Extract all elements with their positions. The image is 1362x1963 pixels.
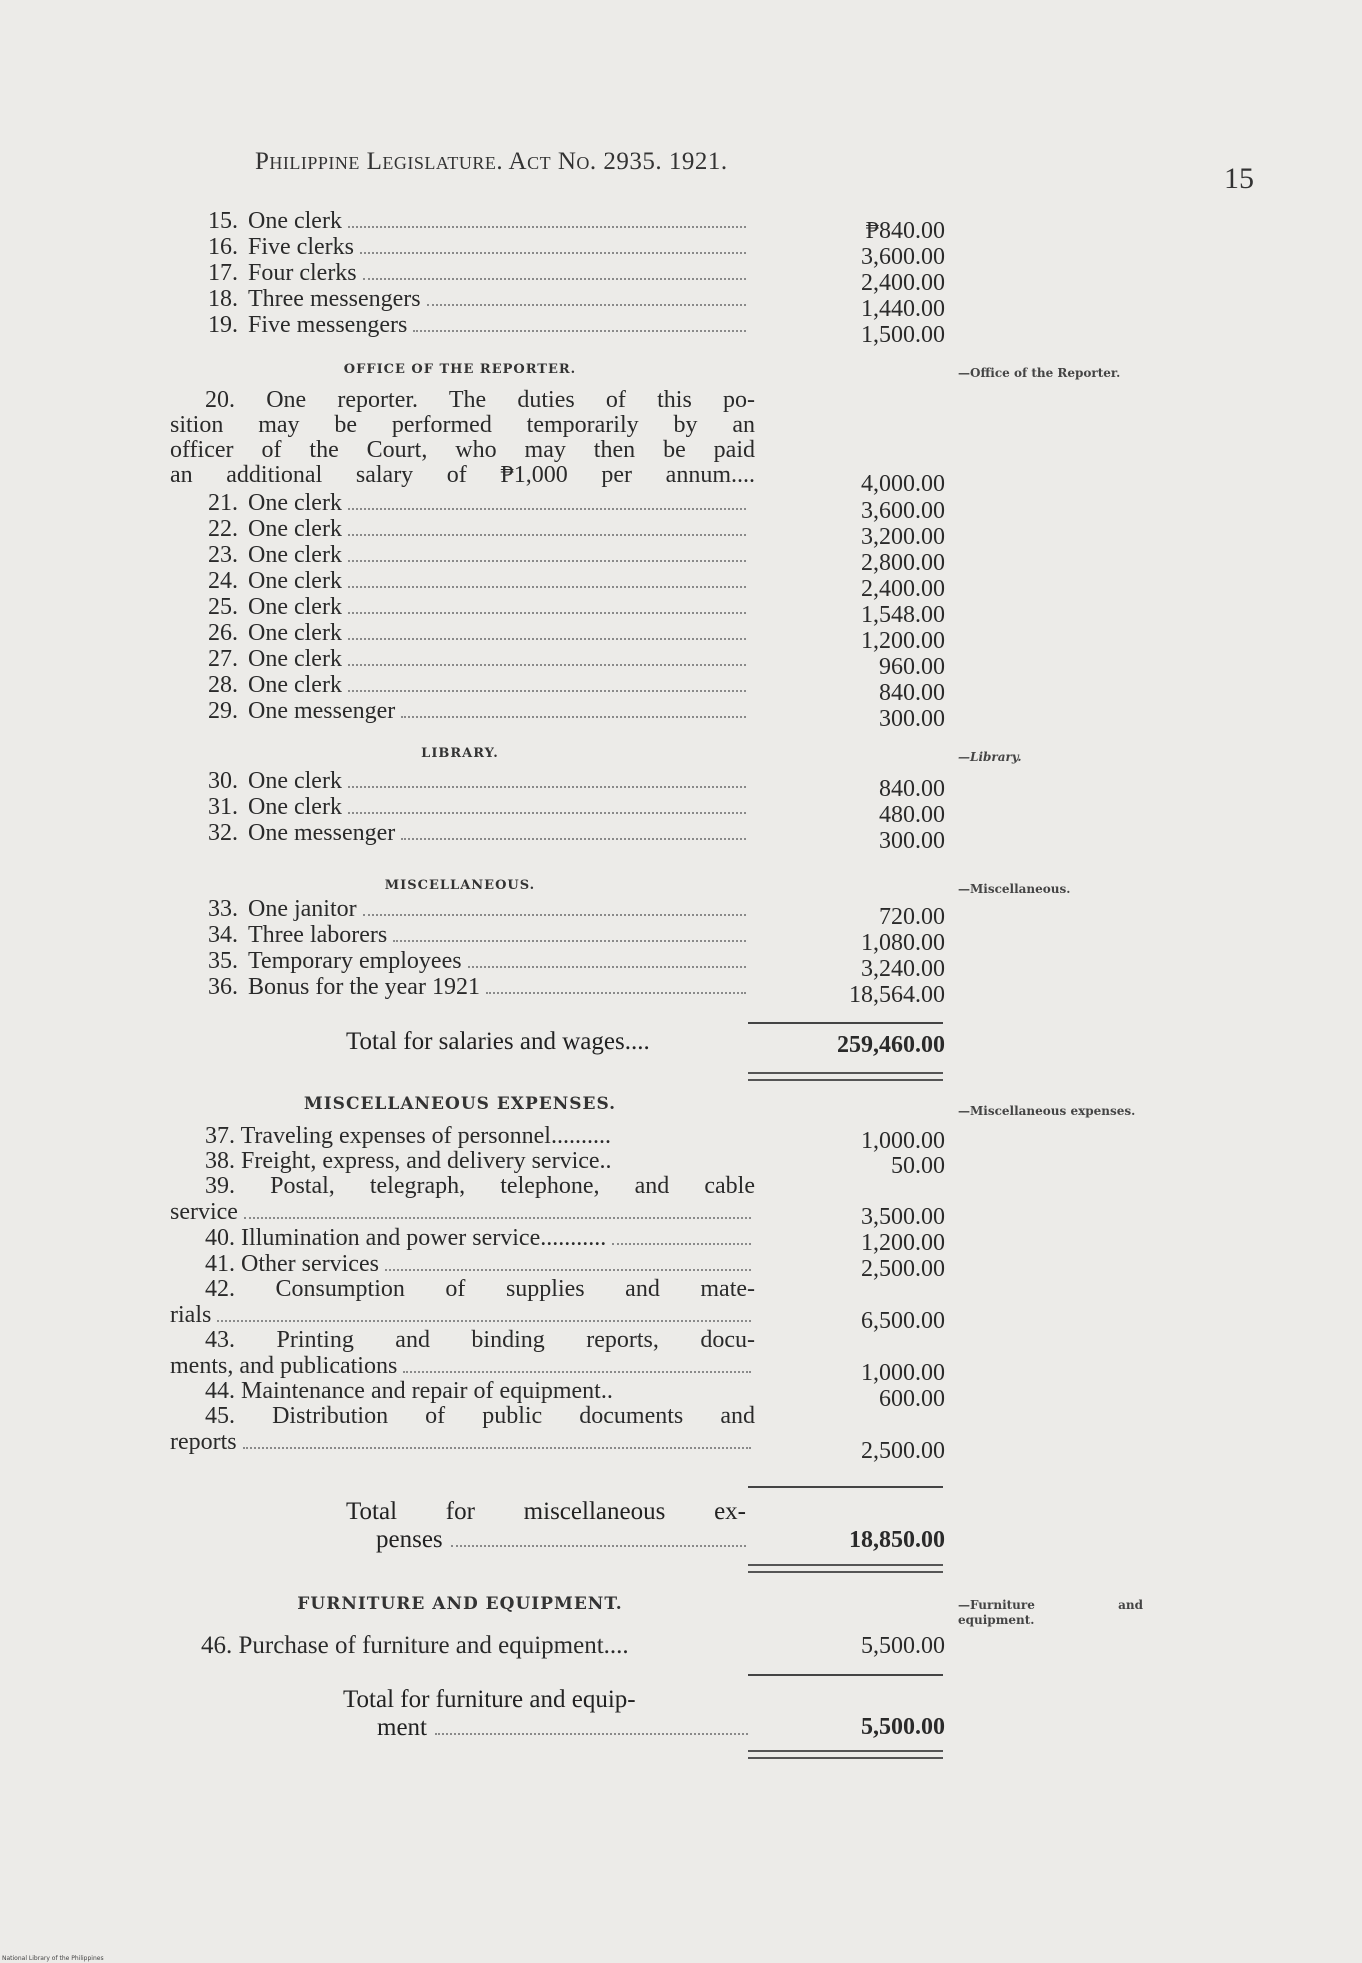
line-item-41: 41. Other services: [170, 1251, 755, 1277]
line-item-34: 34. Three laborers: [170, 922, 750, 948]
line-item-26: 26. One clerk: [170, 620, 750, 646]
amount-22: 3,200.00: [861, 524, 945, 550]
section-heading-library: LIBRARY.: [421, 746, 499, 761]
reporter-items: [170, 490, 750, 724]
amount-30: 840.00: [879, 776, 945, 802]
amount-42: 6,500.00: [861, 1308, 945, 1334]
amount-34: 1,080.00: [861, 930, 945, 956]
line-item-45: 45. Distribution of public documents and: [205, 1403, 755, 1429]
amount-41: 2,500.00: [861, 1256, 945, 1282]
margin-note-reporter: —Office of the Reporter.: [958, 366, 1121, 380]
total-double-rule-misc-expenses: [748, 1564, 943, 1573]
line-item-23: 23. One clerk: [170, 542, 750, 568]
line-item-39: 39. Postal, telegraph, telephone, and cable: [205, 1173, 755, 1199]
amount-19: 1,500.00: [861, 322, 945, 348]
subtotal-rule-furniture: [748, 1674, 943, 1676]
total-furniture-label: Total for furniture and equip- ment: [343, 1686, 748, 1742]
amount-28: 840.00: [879, 680, 945, 706]
line-item-16: 16. Five clerks: [170, 234, 750, 260]
library-items: [170, 768, 750, 846]
amount-36: 18,564.00: [849, 982, 945, 1008]
amount-43: 1,000.00: [861, 1360, 945, 1386]
amount-40: 1,200.00: [861, 1230, 945, 1256]
amount-16: 3,600.00: [861, 244, 945, 270]
total-double-rule-furniture: [748, 1750, 943, 1759]
line-item-46: 46. Purchase of furniture and equipment....: [201, 1632, 629, 1659]
amount-20: 4,000.00: [861, 471, 945, 497]
margin-note-library: —Library.: [958, 750, 1022, 764]
subtotal-rule-misc-expenses: [748, 1486, 943, 1488]
line-item-36: 36. Bonus for the year 1921: [170, 974, 750, 1000]
line-item-42: 42. Consumption of supplies and mate-: [205, 1276, 755, 1302]
amount-39: 3,500.00: [861, 1204, 945, 1230]
section-heading-reporter: OFFICE OF THE REPORTER.: [343, 362, 577, 377]
total-furniture-amount: 5,500.00: [861, 1714, 945, 1740]
running-header: Philippine Legislature. Act No. 2935. 1921.: [255, 148, 728, 175]
margin-note-miscellaneous: —Miscellaneous.: [958, 882, 1071, 896]
amount-27: 960.00: [879, 654, 945, 680]
line-item-28: 28. One clerk: [170, 672, 750, 698]
misc-items: [170, 896, 750, 1000]
line-item-15: 15. One clerk: [170, 208, 750, 234]
item-20-paragraph: 20. One reporter. The duties of this po- sition may be performed temporarily by an officer of the Court, who may then be paid an additional salary of ₱1,000 per annum....: [170, 387, 755, 488]
line-item-19: 19. Five messengers: [170, 312, 750, 338]
amount-26: 1,200.00: [861, 628, 945, 654]
amount-38: 50.00: [891, 1153, 945, 1179]
amount-29: 300.00: [879, 706, 945, 732]
amount-33: 720.00: [879, 904, 945, 930]
section-heading-furniture: FURNITURE AND EQUIPMENT.: [297, 1594, 623, 1614]
amount-23: 2,800.00: [861, 550, 945, 576]
subtotal-rule: [748, 1022, 943, 1024]
section-heading-miscellaneous: MISCELLANEOUS.: [384, 878, 536, 893]
line-item-17: 17. Four clerks: [170, 260, 750, 286]
furniture-items: [170, 1633, 750, 1659]
misc-expenses-items: [170, 1124, 755, 1455]
amount-37: 1,000.00: [861, 1128, 945, 1154]
line-item-24: 24. One clerk: [170, 568, 750, 594]
line-item-44: 44. Maintenance and repair of equipment..: [205, 1378, 613, 1404]
amount-46: 5,500.00: [861, 1633, 945, 1659]
line-item-35: 35. Temporary employees: [170, 948, 750, 974]
top-items: [170, 208, 750, 338]
line-item-30: 30. One clerk: [170, 768, 750, 794]
total-double-rule: [748, 1072, 943, 1081]
line-item-45-cont: reports: [170, 1429, 755, 1455]
page-number: 15: [1224, 162, 1254, 195]
amount-35: 3,240.00: [861, 956, 945, 982]
total-salaries-amount: 259,460.00: [837, 1032, 945, 1058]
line-item-38: 38. Freight, express, and delivery service..: [205, 1148, 612, 1174]
line-item-43: 43. Printing and binding reports, docu-: [205, 1327, 755, 1353]
total-misc-expenses-label: Total for miscellaneous ex- penses: [346, 1498, 746, 1553]
amount-18: 1,440.00: [861, 296, 945, 322]
section-heading-misc-expenses: MISCELLANEOUS EXPENSES.: [303, 1094, 617, 1114]
amount-31: 480.00: [879, 802, 945, 828]
line-item-43-cont: ments, and publications: [170, 1353, 755, 1379]
amount-32: 300.00: [879, 828, 945, 854]
amount-25: 1,548.00: [861, 602, 945, 628]
total-misc-expenses-amount: 18,850.00: [849, 1527, 945, 1553]
library-stamp: National Library of the Philippines: [2, 1955, 104, 1962]
amount-24: 2,400.00: [861, 576, 945, 602]
line-item-39-cont: service: [170, 1199, 755, 1225]
line-item-21: 21. One clerk: [170, 490, 750, 516]
line-item-31: 31. One clerk: [170, 794, 750, 820]
line-item-37: 37. Traveling expenses of personnel..........: [205, 1123, 611, 1149]
total-salaries-label: Total for salaries and wages....: [346, 1028, 650, 1055]
line-item-25: 25. One clerk: [170, 594, 750, 620]
amount-17: 2,400.00: [861, 270, 945, 296]
line-item-18: 18. Three messengers: [170, 286, 750, 312]
amount-45: 2,500.00: [861, 1438, 945, 1464]
line-item-27: 27. One clerk: [170, 646, 750, 672]
line-item-32: 32. One messenger: [170, 820, 750, 846]
amount-21: 3,600.00: [861, 498, 945, 524]
line-item-33: 33. One janitor: [170, 896, 750, 922]
line-item-29: 29. One messenger: [170, 698, 750, 724]
amount-15: ₱840.00: [865, 218, 945, 244]
margin-note-furniture: —Furniture and equipment.: [958, 1598, 1143, 1627]
margin-note-misc-expenses: —Miscellaneous expenses.: [958, 1104, 1136, 1118]
amount-44: 600.00: [879, 1386, 945, 1412]
line-item-22: 22. One clerk: [170, 516, 750, 542]
line-item-40: 40. Illumination and power service...........: [170, 1225, 755, 1251]
line-item-42-cont: rials: [170, 1302, 755, 1328]
